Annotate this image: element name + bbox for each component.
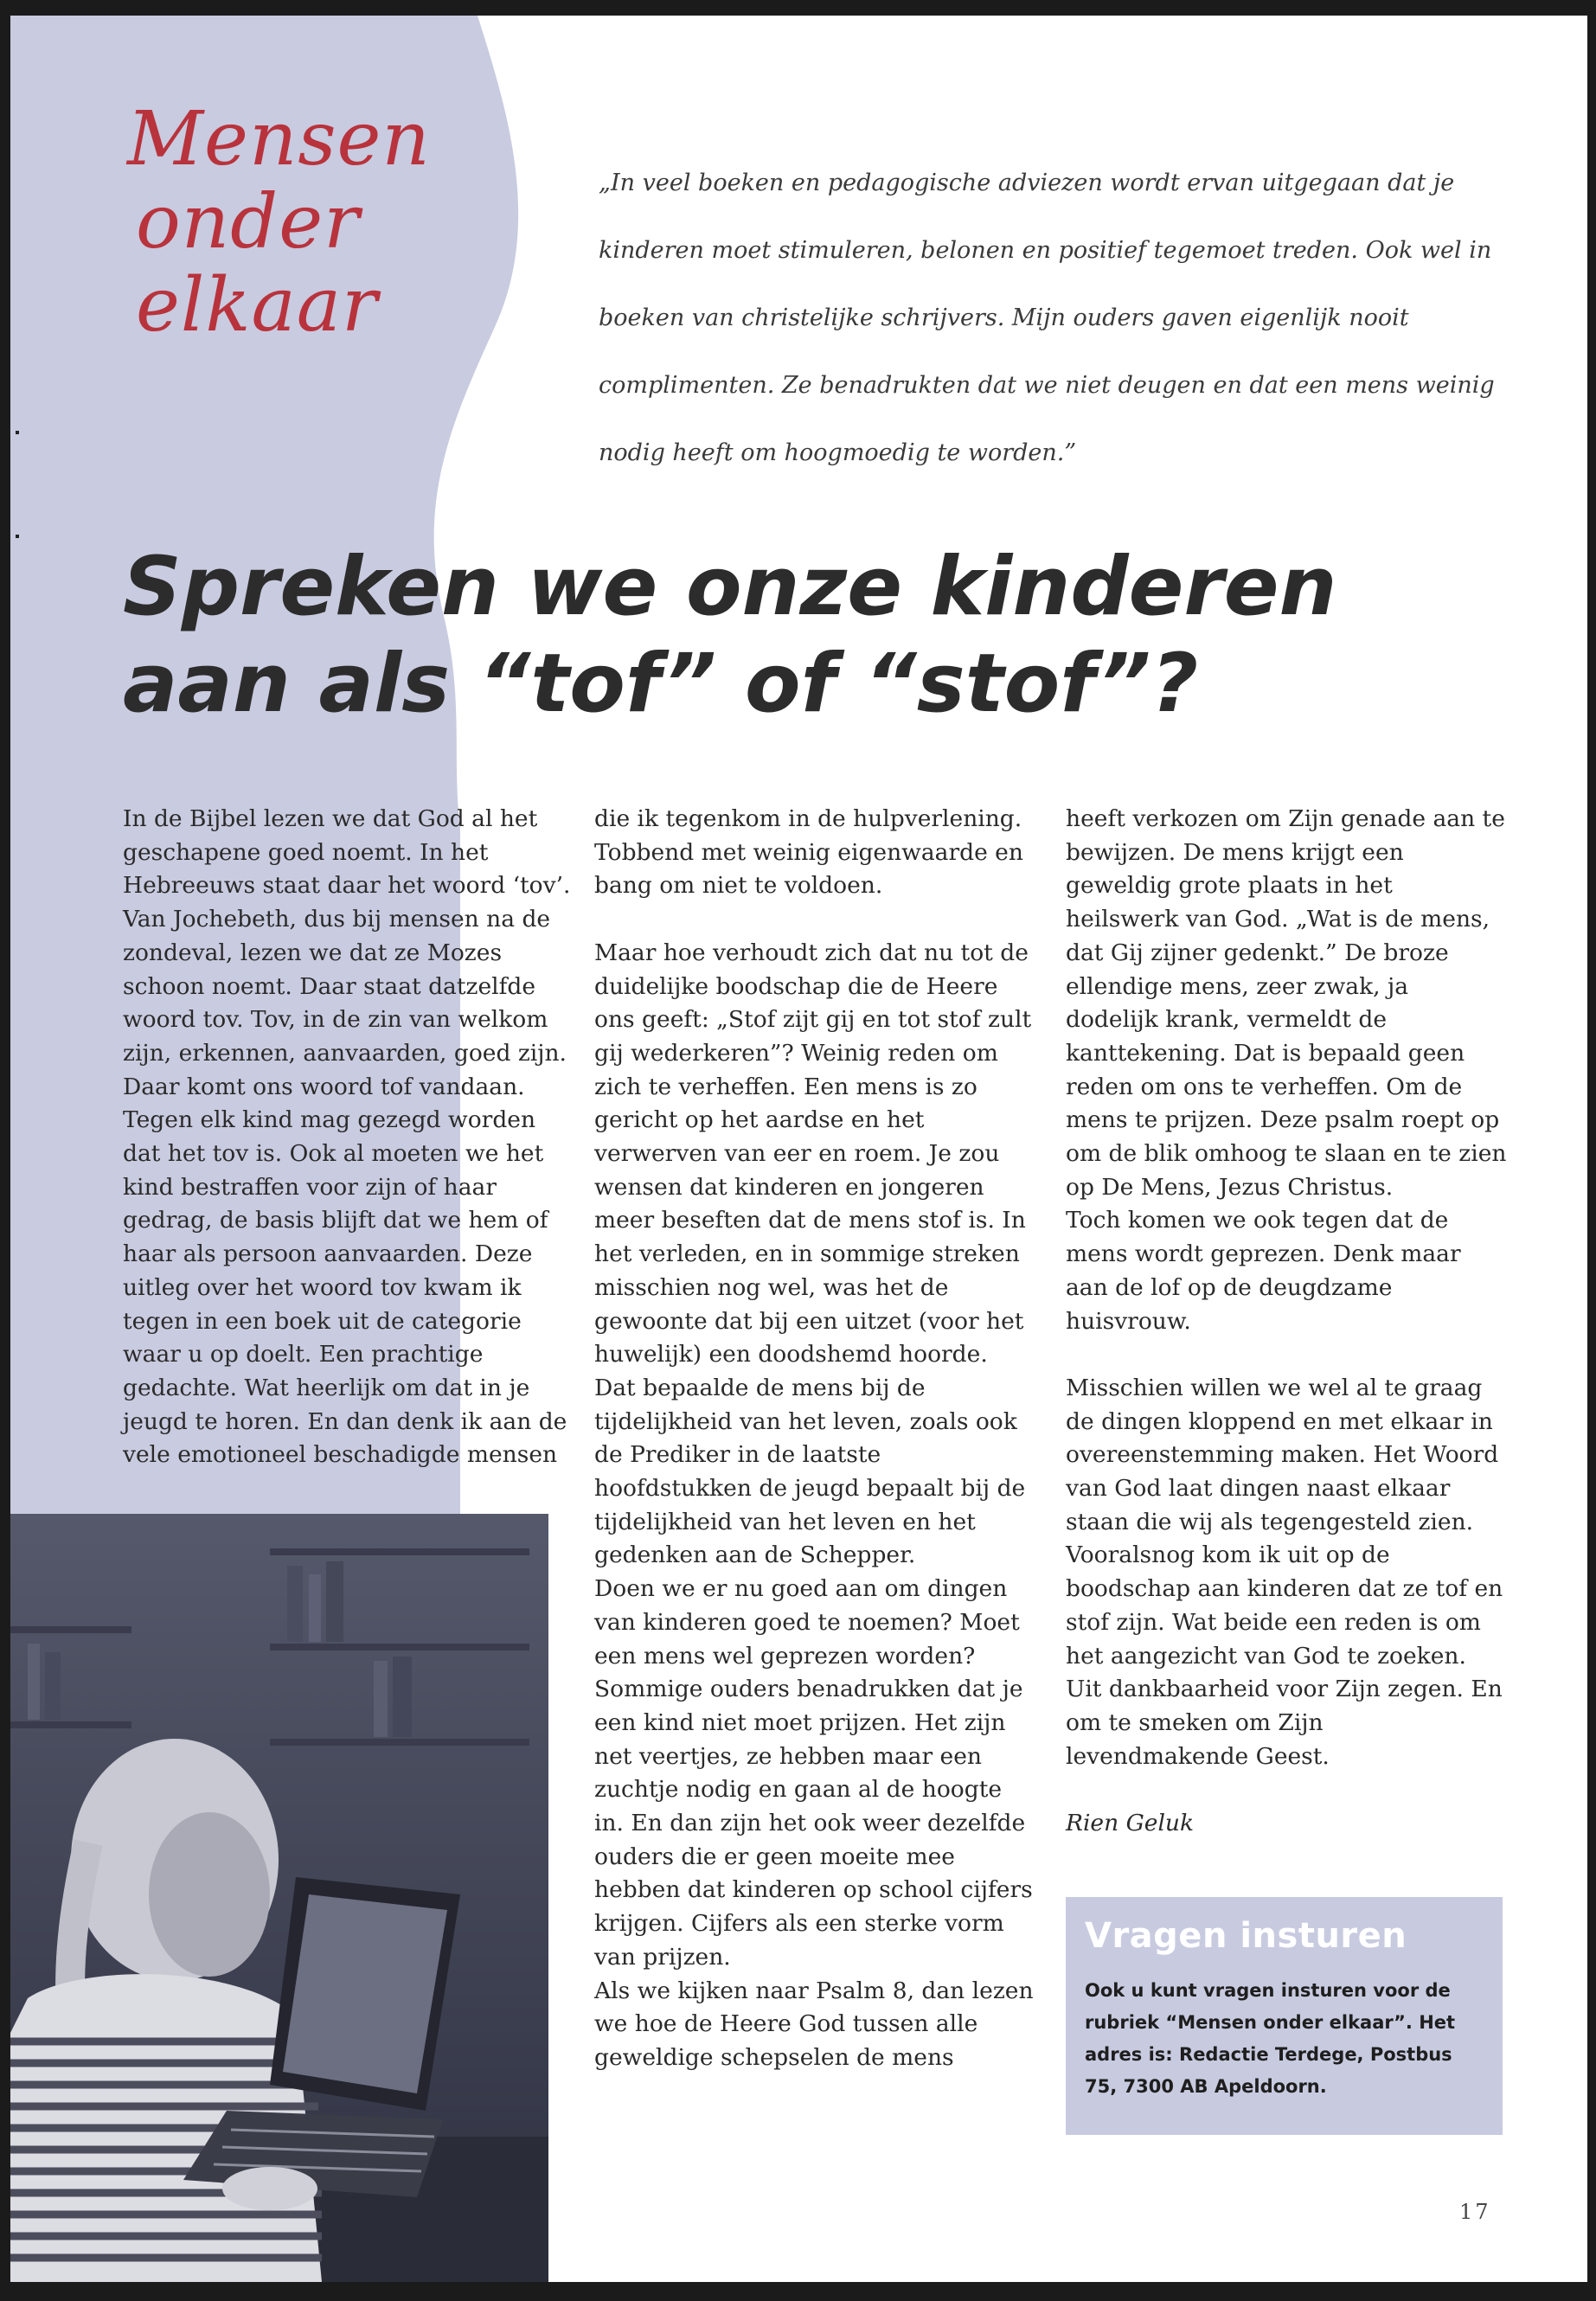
paragraph: Toch komen we ook tegen dat de mens wordt geprezen. Denk maar aan de lof op de deugdzame huisvrouw.: [1066, 1207, 1461, 1335]
paragraph: heeft verkozen om Zijn genade aan te bewijzen. De mens krijgt een geweldig grote plaats in het heilswerk van God. „Wat is de mens, dat Gij zijner gedenkt.” De broze ellendige mens, zeer zwak, ja dodelijk krank, vermeldt de kanttekening. Dat is bepaald geen reden om ons te verheffen. Om de mens te prijzen. Deze psalm roept op om de blik omhoog te slaan en te zien op De Mens, Jezus Christus.: [1066, 805, 1507, 1201]
headline: [123, 539, 1507, 733]
article-column-1: [123, 803, 573, 1506]
rubric-line-3: elkaar: [136, 262, 379, 349]
paragraph: Misschien willen we wel al te graag de dingen kloppend en met elkaar in overeenstemming maken. Het Woord van God laat dingen naast elkaar staan die wij als tegengesteld zien. Vooralsnog kom ik uit op de boodschap aan kinderen dat ze tof en stof zijn. Wat beide een reden is om het aangezicht van God te zoeken. Uit dankbaarheid voor Zijn zegen. En om te smeken om Zijn levendmakende Geest.: [1066, 1374, 1503, 1770]
paragraph: Maar hoe verhoudt zich dat nu tot de duidelijke boodschap die de Heere ons geeft: „Stof zijt gij en tot stof zult gij wederkeren”? Weinig reden om zich te verheffen. Een mens is zo gericht op het aardse en het verwerven van eer en roem. Je zou wensen dat kinderen en jongeren meer beseften dat de mens stof is. In het verleden, en in sommige streken misschien nog wel, was het de gewoonte dat bij een uitzet (voor het huwelijk) een doodshemd hoorde. Dat bepaalde de mens bij de tijdelijkheid van het leven, zoals ook de Prediker in de laatste hoofdstukken de jeugd bepaalt bij de tijdelijkheid van het leven en het gedenken aan de Schepper.: [594, 939, 1032, 1569]
info-box-title: Vragen insturen: [1085, 1916, 1407, 1956]
girl-with-laptop-photo: [10, 1514, 548, 2282]
headline-line-2: aan als “tof” of “stof”?: [123, 637, 1199, 731]
article-column-3: [1066, 803, 1507, 1874]
author-signature: Rien Geluk: [1066, 1810, 1195, 1837]
scan-mark: [16, 535, 19, 538]
paragraph: die ik tegenkom in de hulpverlening. Tobbend met weinig eigenwaarde en bang om niet te voldoen.: [594, 805, 1023, 900]
rubric-line-2: onder: [136, 179, 361, 266]
paragraph: Doen we er nu goed aan om dingen van kinderen goed te noemen? Moet een mens wel geprezen worden? Sommige ouders benadrukken dat je een kind niet moet prijzen. Het zijn net veertjes, ze hebben maar een zuchtje nodig en gaan al de hoogte in. En dan zijn het ook weer dezelfde ouders die er geen moeite mee hebben dat kinderen op school cijfers krijgen. Cijfers als een sterke vorm van prijzen.: [594, 1575, 1033, 1971]
article-column-2: [594, 803, 1035, 2075]
info-box-text: Ook u kunt vragen insturen voor de rubriek “Mensen onder elkaar”. Het adres is: Redactie Terdege, Postbus 75, 7300 AB Apeldoorn.: [1085, 1980, 1456, 2097]
info-box: [1066, 1897, 1503, 2135]
magazine-page: [10, 16, 1587, 2282]
page-number: 17: [1459, 2200, 1491, 2224]
paragraph: In de Bijbel lezen we dat God al het geschapene goed noemt. In het Hebreeuws staat daar het woord ‘tov’. Van Jochebeth, dus bij mensen na de zondeval, lezen we dat ze Mozes schoon noemt. Daar staat datzelfde woord tov. Tov, in de zin van welkom zijn, erkennen, aanvaarden, goed zijn. Daar komt ons woord tof vandaan. Tegen elk kind mag gezegd worden dat het tov is. Ook al moeten we het kind bestraffen voor zijn of haar gedrag, de basis blijft dat we hem of haar als persoon aanvaarden. Deze uitleg over het woord tov kwam ik tegen in een boek uit de categorie waar u op doelt. Een prachtige gedachte. Wat heerlijk om dat in je jeugd te horen. En dan denk ik aan de vele emotioneel beschadigde mensen: [123, 805, 571, 1469]
headline-line-1: Spreken we onze kinderen: [123, 540, 1337, 634]
paragraph: Als we kijken naar Psalm 8, dan lezen we hoe de Heere God tussen alle geweldige schepselen de mens: [594, 1977, 1034, 2071]
rubric-line-1: Mensen: [127, 96, 431, 183]
scan-mark: [16, 431, 19, 434]
intro-quote: „In veel boeken en pedagogische adviezen wordt ervan uitgegaan dat je kinderen moet stimuleren, belonen en positief tegemoet treden. Ook wel in boeken van christelijke schrijvers. Mijn ouders gaven eigenlijk nooit complimenten. Ze benadrukten dat we niet deugen en dat een mens weinig nodig heeft om hoogmoedig te worden.”: [599, 170, 1495, 466]
rubric-title: [127, 98, 490, 347]
